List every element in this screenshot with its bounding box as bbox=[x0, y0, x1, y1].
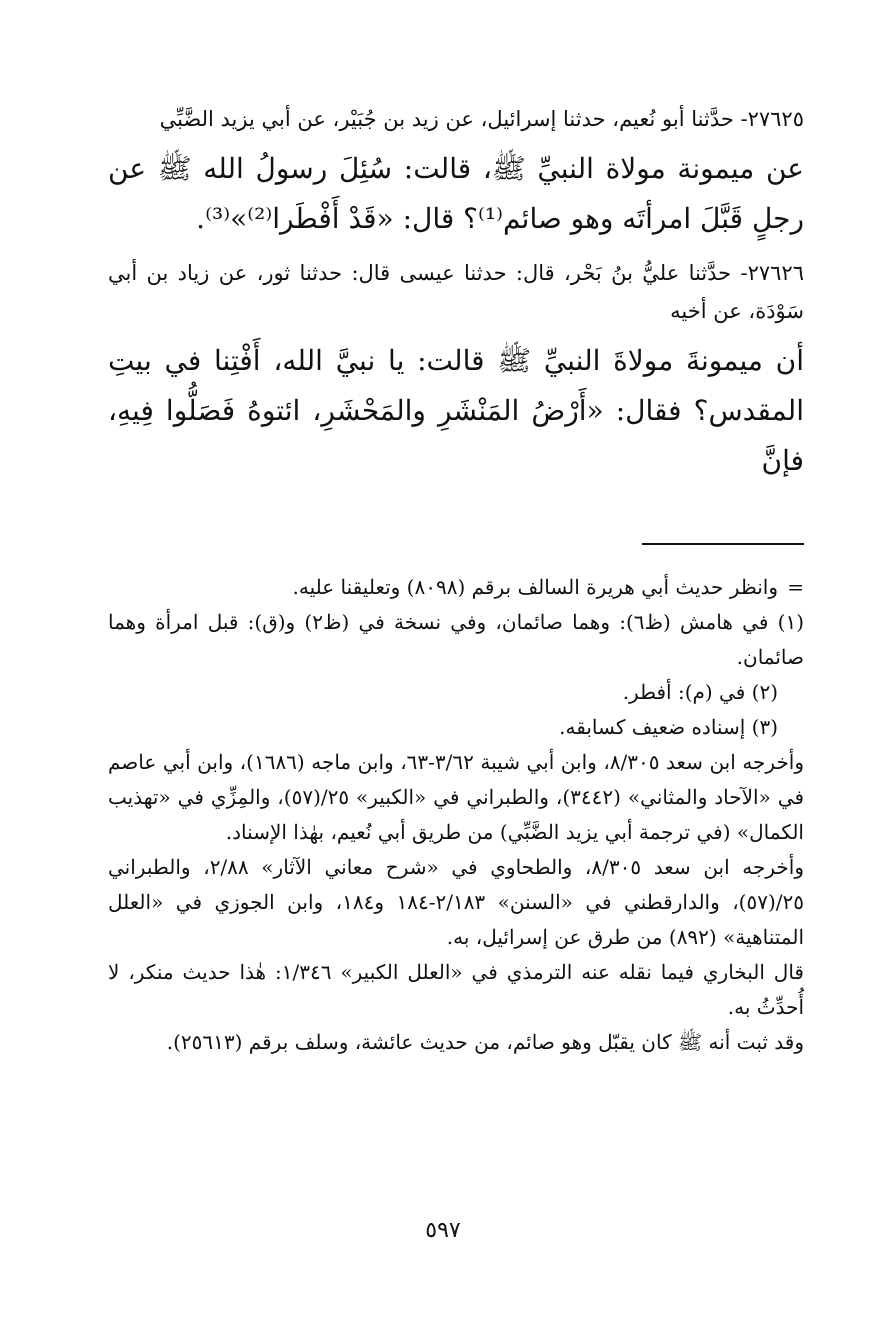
footnote-3: (٣) إسناده ضعيف كسابقه. bbox=[559, 715, 778, 739]
footnote-1: (١) في هامش (ظ٦): وهما صائمان، وفي نسخة في (ظ٢) و(ق): قبل امرأة وهما صائمان. bbox=[108, 610, 804, 669]
footnotes bbox=[108, 570, 804, 1060]
footnote-paragraph-1: وأخرجه ابن سعد ٨/٣٠٥، وابن أبي شيبة ٣/٦٢-٦٣، وابن ماجه (١٦٨٦)، وابن أبي عاصم في «الآحاد والمثاني» (٣٤٤٢)، والطبراني في «الكبير» ٢٥/(٥٧)، والمِزِّي في «تهذيب الكمال» (في ترجمة أبي يزيد الضَّبِّي) من طريق أبي نُعيم، بهٰذا الإسناد. bbox=[108, 750, 805, 844]
footnote-separator bbox=[642, 543, 804, 545]
main-text bbox=[108, 100, 804, 486]
hadith-27626-isnad: ٢٧٦٢٦- حدَّثنا عليُّ بنُ بَحْر، قال: حدثنا عيسى قال: حدثنا ثور، عن زياد بن أبي سَوْدَة، عن أخيه bbox=[108, 261, 804, 323]
page-number: ٥٩٧ bbox=[425, 1218, 461, 1243]
footnote-2: (٢) في (م): أفطر. bbox=[622, 680, 778, 704]
footnote-paragraph-4: وقد ثبت أنه ﷺ كان يقبّل وهو صائم، من حديث عائشة، وسلف برقم (٢٥٦١٣). bbox=[166, 1030, 804, 1054]
footnote-continuation bbox=[108, 570, 804, 605]
hadith-27626-matn: أن ميمونةَ مولاةَ النبيِّ ﷺ قالت: يا نبيَّ الله، أَفْتِنا في بيتِ المقدس؟ فقال: «أَرْضُ المَنْشَرِ والمَحْشَرِ، ائتوهُ فَصَلُّوا فِيهِ، فإنَّ bbox=[108, 344, 804, 477]
footnote-paragraph-3: قال البخاري فيما نقله عنه الترمذي في «العلل الكبير» ١/٣٤٦: هٰذا حديث منكر، لا أُحدِّثُ به. bbox=[108, 960, 804, 1019]
hadith-27625-isnad: ٢٧٦٢٥- حدَّثنا أبو نُعيم، حدثنا إسرائيل، عن زيد بن جُبَيْر، عن أبي يزيد الضَّبِّي bbox=[159, 107, 804, 131]
hadith-27625-matn: عن ميمونة مولاة النبيِّ ﷺ، قالت: سُئِلَ رسولُ الله ﷺ عن رجلٍ قَبَّلَ امرأتَه وهو صائم⁽¹⁾؟ قال: «قَدْ أَفْطَرا⁽²⁾»⁽³⁾. bbox=[108, 152, 804, 235]
footnote-paragraph-2: وأخرجه ابن سعد ٨/٣٠٥، والطحاوي في «شرح معاني الآثار» ٢/٨٨، والطبراني ٢٥/(٥٧)، والدارقطني في «السنن» ٢/١٨٣-١٨٤ و١٨٤، وابن الجوزي في «العلل المتناهية» (٨٩٢) من طرق عن إسرائيل، به. bbox=[108, 855, 805, 949]
continuation-text: وانظر حديث أبي هريرة السالف برقم (٨٠٩٨) وتعليقنا عليه. bbox=[292, 575, 778, 599]
continuation-marker: = bbox=[787, 575, 804, 599]
